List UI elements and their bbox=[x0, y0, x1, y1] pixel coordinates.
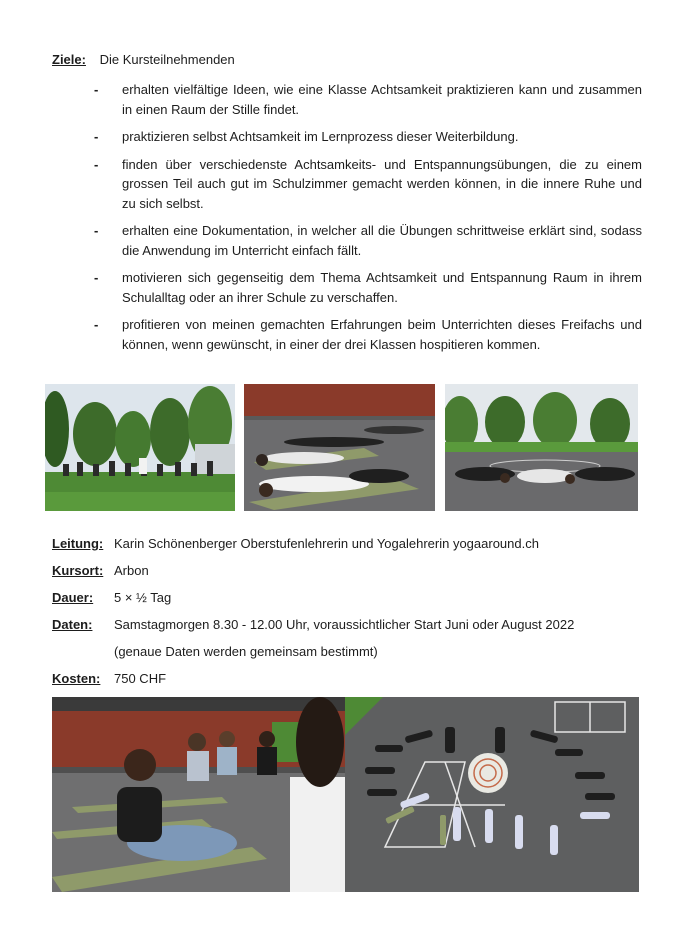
goals-list bbox=[94, 80, 642, 362]
bullet-marker: - bbox=[94, 270, 99, 285]
kursort-value: Arbon bbox=[114, 563, 149, 578]
detail-dauer bbox=[52, 584, 652, 611]
list-item-text: finden über verschiedenste Achtsamkeits- und Entspannungsübungen, die zu einem grossen Teil auch gut im Schulzimmer gemacht werden können, in die innere Ruhe und zu sich selbst. bbox=[122, 156, 642, 211]
leitung-label: Leitung: bbox=[52, 536, 104, 551]
detail-kosten bbox=[52, 665, 652, 692]
list-item bbox=[94, 221, 642, 260]
bullet-marker: - bbox=[94, 82, 99, 97]
list-item bbox=[94, 268, 642, 307]
kosten-value: 750 CHF bbox=[114, 671, 167, 686]
photo-circle-court bbox=[445, 384, 638, 511]
goals-label: Ziele: bbox=[52, 52, 86, 67]
list-item-text: motivieren sich gegenseitig dem Thema Achtsamkeit und Entspannung Raum in ihrem Schulalltag oder an ihrer Schule zu verschaffen. bbox=[122, 270, 642, 305]
goals-header bbox=[52, 52, 235, 67]
detail-daten-note bbox=[52, 638, 652, 665]
dauer-value: 5 × ½ Tag bbox=[114, 590, 172, 605]
detail-daten bbox=[52, 611, 652, 638]
bullet-marker: - bbox=[94, 129, 99, 144]
bullet-marker: - bbox=[94, 156, 99, 172]
photo-lying-on-mats bbox=[244, 384, 435, 511]
daten-note: (genaue Daten werden gemeinsam bestimmt) bbox=[114, 644, 378, 659]
list-item bbox=[94, 127, 642, 147]
list-item-text: profitieren von meinen gemachten Erfahrungen beim Unterrichten dieses Freifachs und können, wenn gewünscht, in einer der drei Klassen hospitieren kommen. bbox=[122, 317, 642, 352]
daten-value: Samstagmorgen 8.30 - 12.00 Uhr, voraussichtlicher Start Juni oder August 2022 bbox=[114, 617, 575, 632]
list-item bbox=[94, 315, 642, 354]
list-item bbox=[94, 80, 642, 119]
bullet-marker: - bbox=[94, 223, 99, 238]
kosten-label: Kosten: bbox=[52, 671, 101, 686]
dauer-label: Dauer: bbox=[52, 590, 94, 605]
bullet-marker: - bbox=[94, 317, 99, 332]
photo-overhead-circle bbox=[345, 697, 639, 892]
detail-leitung bbox=[52, 530, 652, 557]
detail-kursort bbox=[52, 557, 652, 584]
photo-seated-meditation bbox=[52, 697, 345, 892]
kursort-label: Kursort: bbox=[52, 563, 104, 578]
list-item-text: erhalten vielfältige Ideen, wie eine Klasse Achtsamkeit praktizieren kann und zusammen in einen Raum der Stille findet. bbox=[122, 82, 642, 117]
leitung-value: Karin Schönenberger Oberstufenlehrerin und Yogalehrerin yogaaround.ch bbox=[114, 536, 539, 551]
daten-label: Daten: bbox=[52, 617, 93, 632]
list-item-text: praktizieren selbst Achtsamkeit im Lernprozess dieser Weiterbildung. bbox=[122, 129, 519, 144]
list-item bbox=[94, 155, 642, 214]
course-details bbox=[52, 530, 652, 692]
photo-park-group bbox=[45, 384, 235, 511]
list-item-text: erhalten eine Dokumentation, in welcher all die Übungen schrittweise erklärt sind, sodass die Anwendung im Unterricht einfach fällt. bbox=[122, 223, 642, 258]
goals-intro: Die Kursteilnehmenden bbox=[99, 52, 235, 67]
